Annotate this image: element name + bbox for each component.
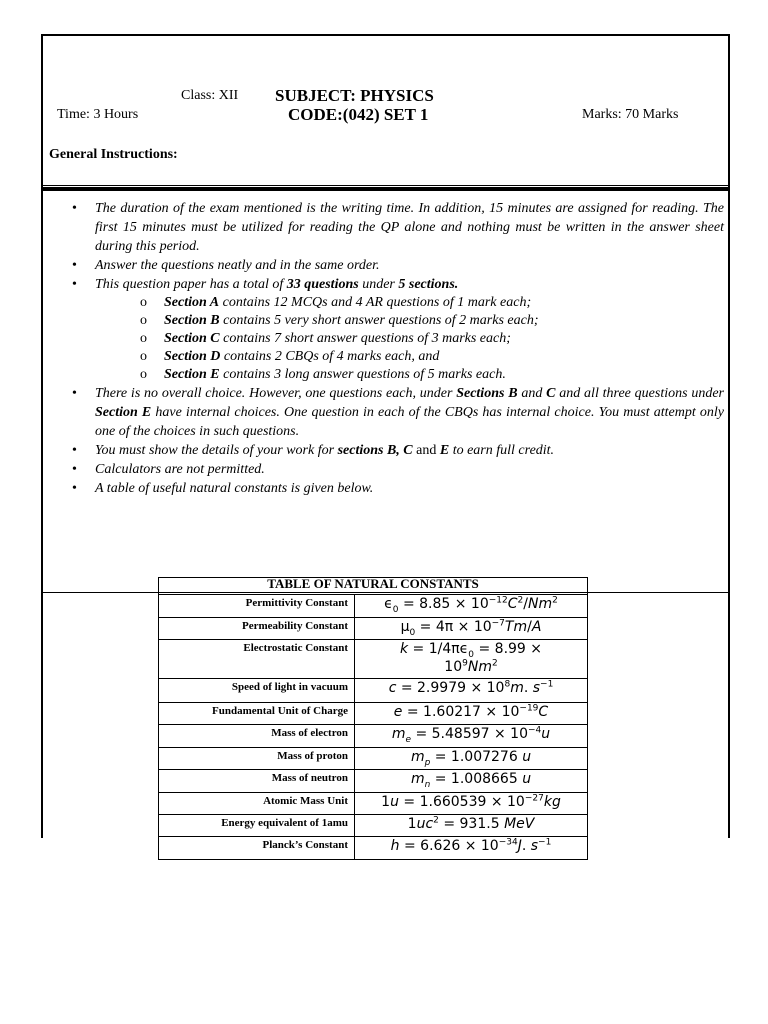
table-row bbox=[159, 837, 588, 860]
constant-name: Mass of neutron bbox=[159, 770, 355, 793]
instruction-text: have internal choices. One question in each of the CBQs has internal choice. You must attempt only one of the choices in such questions. bbox=[95, 405, 724, 439]
section-text: contains 7 short answer questions of 3 marks each; bbox=[219, 331, 511, 346]
instruction-item bbox=[72, 384, 724, 441]
instruction-bold: 33 questions bbox=[286, 277, 359, 292]
instruction-bold: sections B, C bbox=[337, 443, 413, 458]
instruction-item bbox=[72, 275, 724, 384]
instruction-item bbox=[72, 460, 724, 479]
table-row bbox=[159, 748, 588, 770]
section-item bbox=[117, 348, 724, 366]
subject-title: SUBJECT: PHYSICS bbox=[275, 86, 434, 105]
table-row bbox=[159, 618, 588, 640]
constant-name: Speed of light in vacuum bbox=[159, 679, 355, 703]
constant-name: Atomic Mass Unit bbox=[159, 793, 355, 815]
section-item bbox=[117, 330, 724, 348]
table-row bbox=[159, 703, 588, 725]
instruction-bold: 5 sections. bbox=[398, 277, 459, 292]
table-title: TABLE OF NATURAL CONSTANTS bbox=[158, 577, 588, 594]
constant-name: Mass of electron bbox=[159, 725, 355, 748]
instruction-item bbox=[72, 199, 724, 256]
time-label: Time: 3 Hours bbox=[57, 107, 139, 122]
instruction-bold: Sections B bbox=[456, 386, 518, 401]
section-text: contains 5 very short answer questions of 2 marks each; bbox=[219, 313, 539, 328]
constant-value: $m_e = 5.48597 \times 10^{-4}u$ bbox=[355, 725, 588, 748]
instruction-item bbox=[72, 441, 724, 460]
constant-value: $\mu_0 = 4\pi \times 10^{-7}Tm/A$ bbox=[355, 618, 588, 640]
instruction-text: under bbox=[358, 277, 399, 292]
constant-value: $\epsilon_0 = 8.85 \times 10^{-12}C^2/Nm^2$ bbox=[355, 595, 588, 618]
constant-value: $m_p = 1.007276$ u bbox=[355, 748, 588, 770]
constant-name: Permittivity Constant bbox=[159, 595, 355, 618]
header-divider-thick bbox=[41, 187, 730, 191]
class-label: Class: XII bbox=[181, 88, 239, 103]
instruction-text: and bbox=[412, 443, 440, 458]
header-divider-thin bbox=[41, 185, 730, 186]
instruction-text: There is no overall choice. However, one questions each, under bbox=[95, 386, 457, 401]
table-row bbox=[159, 793, 588, 815]
frame-top-line bbox=[41, 34, 730, 36]
constants-table bbox=[158, 577, 588, 860]
section-name: Section C bbox=[164, 331, 220, 346]
instruction-text: A table of useful natural constants is given below. bbox=[95, 481, 374, 496]
instruction-item bbox=[72, 479, 724, 498]
section-name: Section B bbox=[164, 313, 220, 328]
frame-left-line bbox=[41, 34, 43, 838]
instruction-text: This question paper has a total of bbox=[95, 277, 287, 292]
frame-right-line bbox=[728, 34, 730, 838]
instructions-list bbox=[72, 199, 724, 498]
constant-value: $h = 6.626 \times 10^{-34}J$. $s^{-1}$ bbox=[355, 837, 588, 860]
section-item bbox=[117, 294, 724, 312]
section-item bbox=[117, 366, 724, 384]
constant-value: $e = 1.60217 \times 10^{-19}C$ bbox=[355, 703, 588, 725]
instruction-text: Calculators are not permitted. bbox=[95, 462, 265, 477]
instruction-item bbox=[72, 256, 724, 275]
table-row bbox=[159, 770, 588, 793]
table-row bbox=[159, 815, 588, 837]
section-name: Section E bbox=[164, 367, 220, 382]
constant-value: $1uc^2 = 931.5$ MeV bbox=[355, 815, 588, 837]
constant-name: Mass of proton bbox=[159, 748, 355, 770]
section-name: Section D bbox=[164, 349, 221, 364]
section-text: contains 2 CBQs of 4 marks each, and bbox=[220, 349, 440, 364]
subject-code: CODE:(042) SET 1 bbox=[288, 105, 429, 124]
sections-sublist bbox=[95, 294, 724, 384]
constant-value: $c = 2.9979 \times 10^8m$. $s^{-1}$ bbox=[355, 679, 588, 703]
constant-value: $1u = 1.660539 \times 10^{-27}kg$ bbox=[355, 793, 588, 815]
instruction-text: and bbox=[517, 386, 547, 401]
constant-value: $k = 1/4\pi\epsilon_0 = 8.99$ × $10^9Nm^2$ bbox=[355, 640, 588, 679]
constants-grid bbox=[158, 594, 588, 860]
instruction-text: to earn full credit. bbox=[449, 443, 555, 458]
section-name: Section A bbox=[164, 295, 220, 310]
constant-name: Electrostatic Constant bbox=[159, 640, 355, 679]
instruction-text: and all three questions under bbox=[555, 386, 724, 401]
section-item bbox=[117, 312, 724, 330]
instruction-bold: E bbox=[439, 443, 450, 458]
instruction-bold: C bbox=[546, 386, 556, 401]
table-row bbox=[159, 725, 588, 748]
section-text: contains 12 MCQs and 4 AR questions of 1 mark each; bbox=[219, 295, 532, 310]
instruction-text: The duration of the exam mentioned is the writing time. In addition, 15 minutes are assigned for reading. The first 15 minutes must be utilized for reading the QP alone and nothing must be written in the answer sheet during this period. bbox=[95, 201, 724, 254]
constant-name: Permeability Constant bbox=[159, 618, 355, 640]
section-text: contains 3 long answer questions of 5 marks each. bbox=[219, 367, 506, 382]
marks-label: Marks: 70 Marks bbox=[582, 107, 679, 122]
constant-value: $m_n = 1.008665$ u bbox=[355, 770, 588, 793]
table-row bbox=[159, 640, 588, 679]
constant-name: Fundamental Unit of Charge bbox=[159, 703, 355, 725]
constant-name: Energy equivalent of 1amu bbox=[159, 815, 355, 837]
constant-name: Planck’s Constant bbox=[159, 837, 355, 860]
instruction-text: Answer the questions neatly and in the same order. bbox=[95, 258, 380, 273]
general-instructions-heading: General Instructions: bbox=[49, 147, 178, 162]
table-row bbox=[159, 679, 588, 703]
table-row bbox=[159, 595, 588, 618]
instruction-bold: Section E bbox=[95, 405, 152, 420]
instruction-text: You must show the details of your work for bbox=[95, 443, 338, 458]
